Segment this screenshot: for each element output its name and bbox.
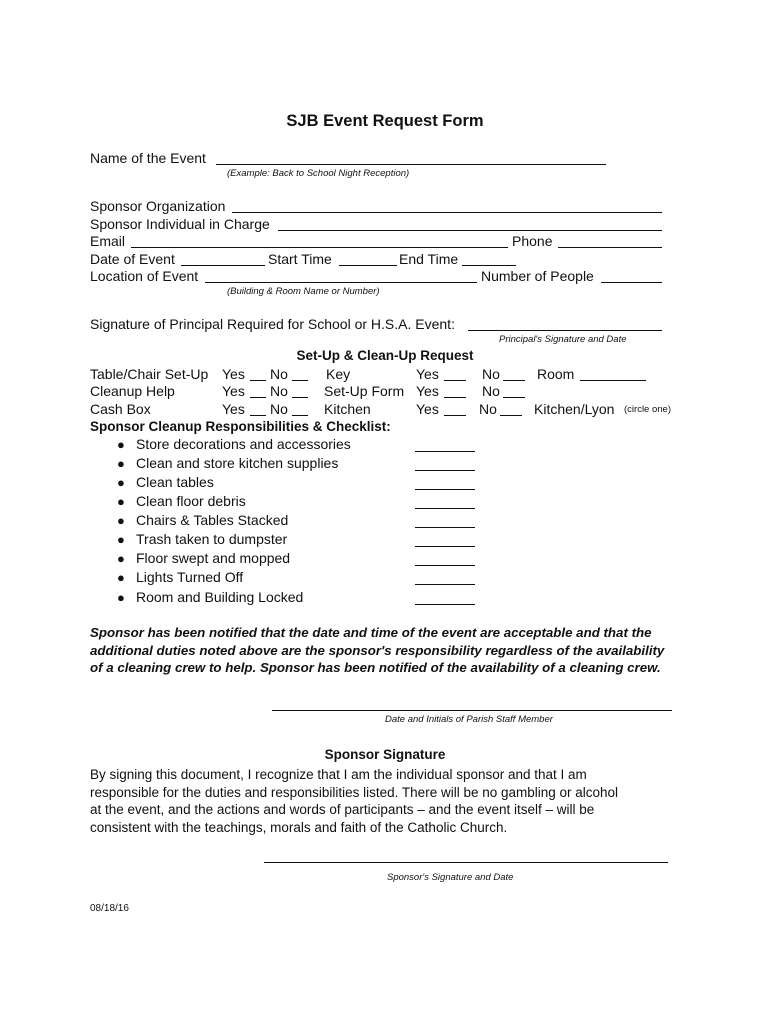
start-time-label: Start Time [268,251,332,267]
sponsor-line: at the event, and the actions and words of participants – and the event itself – will be [90,802,595,817]
setup-item-yes: Yes [416,383,439,399]
setup-item-yes-blank[interactable] [444,397,466,398]
setup-yes: Yes [222,366,245,382]
sponsor-org-label: Sponsor Organization [90,198,226,214]
number-of-people-label: Number of People [481,268,594,284]
setup-item-yes-blank[interactable] [444,415,466,416]
bullet-icon: ● [117,532,125,547]
setup-heading: Set-Up & Clean-Up Request [296,348,474,363]
checklist-blank[interactable] [415,470,475,471]
room-field[interactable] [580,380,646,381]
end-time-label: End Time [399,251,459,267]
notice-line: of a cleaning crew to help. Sponsor has been notified of the availability of a cleaning crew. [90,660,661,675]
notice-line: Sponsor has been notified that the date and time of the event are acceptable and that the [90,625,652,640]
sponsor-signature-field[interactable] [264,862,668,863]
checklist-blank[interactable] [415,527,475,528]
setup-no: No [270,383,288,399]
setup-yes-blank[interactable] [250,397,266,398]
checklist-blank[interactable] [415,489,475,490]
checklist-item: Clean and store kitchen supplies [136,455,339,471]
setup-no-blank[interactable] [292,415,308,416]
setup-item-no: No [482,383,500,399]
setup-no-blank[interactable] [292,380,308,381]
checklist-item: Lights Turned Off [136,569,244,585]
setup-item-no-blank[interactable] [500,415,522,416]
setup-item-yes: Yes [416,401,439,417]
page-title: SJB Event Request Form [286,112,484,130]
setup-no-blank[interactable] [292,397,308,398]
sponsor-line: consistent with the teachings, morals and faith of the Catholic Church. [90,819,508,835]
checklist-item: Floor swept and mopped [136,550,291,566]
setup-yes: Yes [222,383,245,399]
setup-item: Key [326,366,351,382]
setup-row-label: Cash Box [90,401,151,417]
start-time-field[interactable] [339,265,397,266]
phone-field[interactable] [558,247,662,248]
checklist-blank[interactable] [415,508,475,509]
setup-item: Kitchen [324,401,371,417]
checklist-blank[interactable] [415,565,475,566]
sponsor-signature-caption: Sponsor's Signature and Date [387,872,514,883]
staff-initials-field[interactable] [272,710,672,711]
checklist-item: Store decorations and accessories [136,436,351,452]
setup-item-no-blank[interactable] [503,397,525,398]
checklist-blank[interactable] [415,451,475,452]
sponsor-line: By signing this document, I recognize that I am the individual sponsor and that I am [90,767,587,782]
setup-item-no: No [482,366,500,382]
bullet-icon: ● [117,475,125,490]
principal-signature-field[interactable] [468,330,662,331]
checklist-item: Trash taken to dumpster [136,531,288,547]
setup-yes: Yes [222,401,245,417]
notice-paragraph [90,624,664,677]
email-label: Email [90,233,126,249]
sponsor-individual-label: Sponsor Individual in Charge [90,216,270,232]
setup-item-no: No [479,401,497,417]
bullet-icon: ● [117,590,125,605]
phone-label: Phone [512,233,553,249]
bullet-icon: ● [117,570,125,585]
sponsor-signature-heading: Sponsor Signature [324,747,446,762]
checklist-item: Room and Building Locked [136,589,304,605]
bullet-icon: ● [117,437,125,452]
staff-initials-caption: Date and Initials of Parish Staff Member [385,714,553,725]
circle-one-note: (circle one) [624,404,671,415]
location-label: Location of Event [90,268,199,284]
setup-item-yes: Yes [416,366,439,382]
setup-row-label: Table/Chair Set-Up [90,366,209,382]
kitchen-lyon-option[interactable]: Kitchen/Lyon [534,401,615,417]
setup-extra: Room [537,366,575,382]
checklist-blank[interactable] [415,604,475,605]
setup-item-yes-blank[interactable] [444,380,466,381]
checklist-blank[interactable] [415,546,475,547]
setup-no: No [270,401,288,417]
setup-item-no-blank[interactable] [503,380,525,381]
setup-yes-blank[interactable] [250,380,266,381]
location-field[interactable] [205,282,477,283]
sponsor-individual-field[interactable] [278,230,662,231]
setup-row-label: Cleanup Help [90,383,175,399]
checklist-heading: Sponsor Cleanup Responsibilities & Checklist: [90,419,391,434]
principal-signature-caption: Principal's Signature and Date [499,334,627,345]
footer-date: 08/18/16 [90,903,129,914]
setup-no: No [270,366,288,382]
notice-line: additional duties noted above are the sponsor's responsibility regardless of the availability [90,642,665,658]
setup-item: Set-Up Form [324,383,405,399]
email-field[interactable] [131,247,508,248]
checklist-item: Chairs & Tables Stacked [136,512,289,528]
date-of-event-label: Date of Event [90,251,175,267]
name-of-event-label: Name of the Event [90,150,206,166]
sponsor-org-field[interactable] [232,212,662,213]
checklist-item: Clean tables [136,474,214,490]
sponsor-line: responsible for the duties and responsibilities listed. There will be no gambling or alcohol [90,784,619,800]
bullet-icon: ● [117,456,125,471]
principal-signature-label: Signature of Principal Required for School or H.S.A. Event: [90,316,455,332]
checklist-blank[interactable] [415,584,475,585]
number-of-people-field[interactable] [601,282,662,283]
checklist-item: Clean floor debris [136,493,246,509]
name-of-event-field[interactable] [216,164,606,165]
bullet-icon: ● [117,551,125,566]
location-hint: (Building & Room Name or Number) [227,286,380,297]
bullet-icon: ● [117,513,125,528]
bullet-icon: ● [117,494,125,509]
setup-yes-blank[interactable] [250,415,266,416]
end-time-field[interactable] [462,265,516,266]
name-of-event-hint: (Example: Back to School Night Reception) [227,168,410,179]
date-of-event-field[interactable] [181,265,265,266]
sponsor-paragraph [90,766,618,836]
